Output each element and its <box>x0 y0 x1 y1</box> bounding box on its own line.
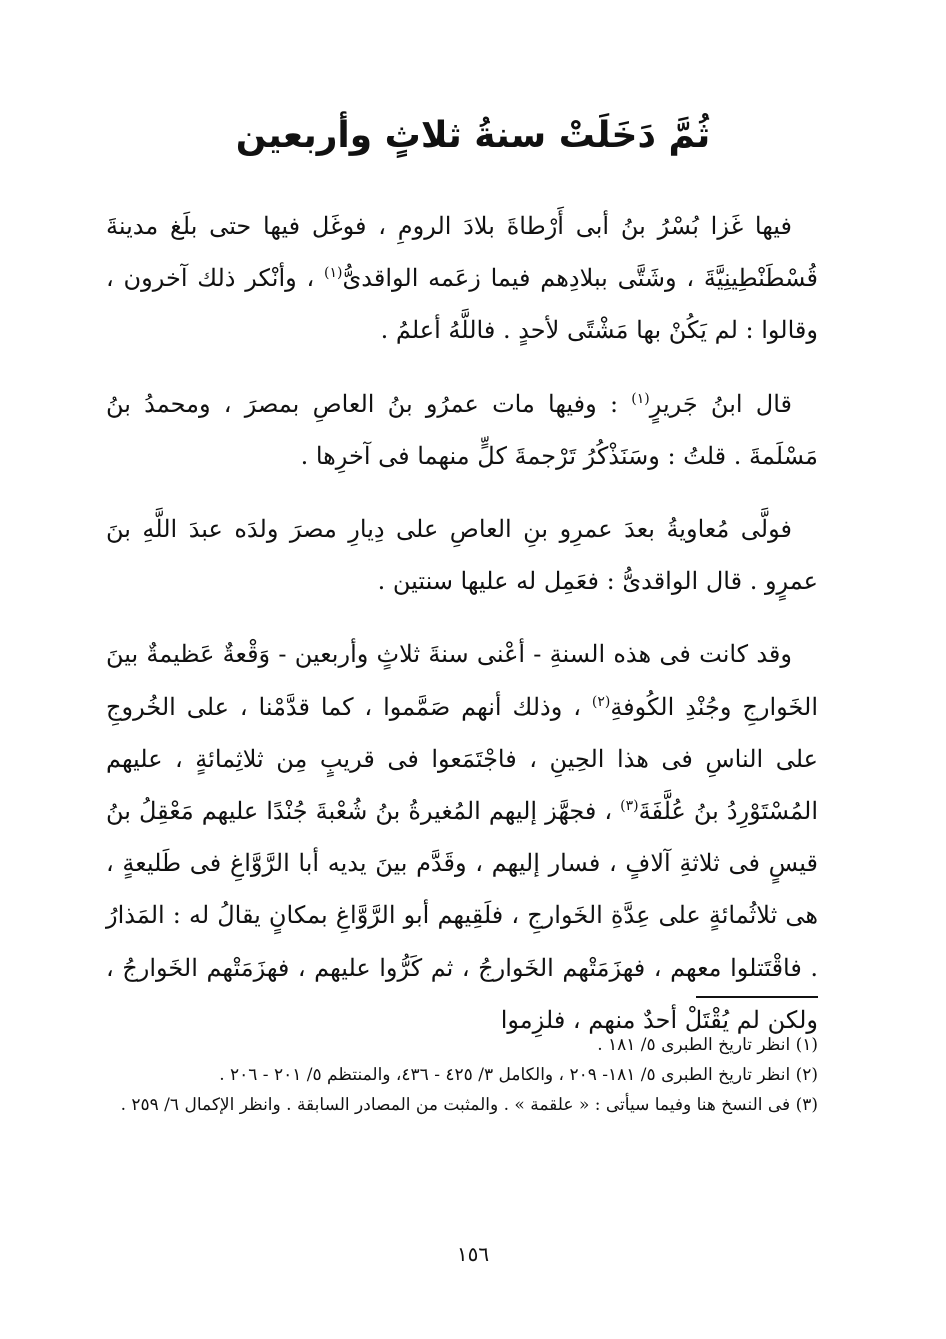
paragraph-text: فيها غَزا بُسْرُ بنُ أبى أَرْطاةَ بلادَ الرومِ ، فوغَل فيها حتى بلَغ مدينةَ قُسْطَنْطِينِيَّةَ ، وشَتَّى ببلادِهم فيما زعَمه الواقدىُّ <box>106 212 818 293</box>
paragraph-text: قال ابنُ جَريرٍ <box>649 389 792 418</box>
paragraph-1 <box>106 200 818 357</box>
paragraph-text: ، فجهَّز إليهم المُغيرةُ بنُ شُعْبةَ جُنْدًا عليهم مَعْقِلُ بنُ قيسٍ فى ثلاثةِ آلافٍ ، فسار إليهم ، وقَدَّم بينَ يديه أبا الرَّوَّاغِ فى طَليعةٍ ، هى ثلاثُمائةٍ على عِدَّةِ الخَوارجِ ، فلَقِيهم أبو الرَّوَّاغِ بمكانٍ يقالُ له : المَذارُ . فاقْتَتلوا معهم ، فهزَمَتْهم الخَوارجُ ، ثم كَرُّوا عليهم ، فهزَمَتْهم الخَوارجُ ، ولكن لم يُقْتَلْ أحدٌ منهم ، فلزِموا <box>106 797 818 1034</box>
footnote-ref[interactable]: (١) <box>324 265 343 282</box>
paragraph-2 <box>106 378 818 482</box>
paragraph-text: ، وذلك أنهم صَمَّموا ، كما قدَّمْنا ، على الخُروجِ على الناسِ فى هذا الحِينِ ، فاجْتَمَعوا فى قريبٍ مِن ثلاثِمائةٍ ، عليهم المُسْتَوْرِدُ بنُ عُلَّفَةَ <box>106 692 819 826</box>
footnote-ref[interactable]: (٢) <box>591 693 611 710</box>
footnote-divider <box>696 996 818 998</box>
footnote-3: (٣) فى النسخ هنا وفيما سيأتى : « علقمة » . والمثبت من المصادر السابقة . وانظر الإكمال ٦/ ٢٥٩ . <box>120 1095 818 1115</box>
chapter-title: ثُمَّ دَخَلَتْ سنةُ ثلاثٍ وأربعين <box>235 115 711 156</box>
footnote-ref[interactable]: (١) <box>631 390 650 407</box>
paragraph-3 <box>106 503 818 607</box>
footnote-2: (٢) انظر تاريخ الطبرى ٥/ ١٨١- ٢٠٩ ، والكامل ٣/ ٤٢٥ - ٤٣٦، والمنتظم ٥/ ٢٠١ - ٢٠٦ . <box>219 1065 818 1085</box>
page-number: ١٥٦ <box>456 1242 490 1266</box>
paragraph-text: : وفيها مات عمرُو بنُ العاصِ بمصرَ ، ومحمدُ بنُ مَسْلَمةَ . قلتُ : وسَنَذْكُرُ تَرْجمةَ كلٍّ منهما فى آخرِها . <box>106 389 818 470</box>
footnotes <box>106 1030 818 1120</box>
paragraph-text: فولَّى مُعاويةُ بعدَ عمرِو بنِ العاصِ على دِيارِ مصرَ ولدَه عبدَ اللَّهِ بنَ عمرٍو . قال الواقدىُّ : فعَمِل له عليها سنتين . <box>106 515 818 596</box>
footnote-ref[interactable]: (٣) <box>620 798 639 815</box>
paragraph-text: وقد كانت فى هذه السنةِ - أعْنى سنةَ ثلاثٍ وأربعين - وَقْعةٌ عَظيمةٌ بينَ الخَوارجِ وجُنْدِ الكُوفةِ <box>106 640 818 721</box>
body-text <box>106 200 818 1067</box>
footnote-1: (١) انظر تاريخ الطبرى ٥/ ١٨١ . <box>597 1035 818 1055</box>
paragraph-text: ، وأنْكر ذلك آخرون ، وقالوا : لم يَكُنْ بها مَشْتًى لأحدٍ . فاللَّهُ أعلمُ . <box>106 264 818 345</box>
paragraph-4 <box>106 628 818 1046</box>
